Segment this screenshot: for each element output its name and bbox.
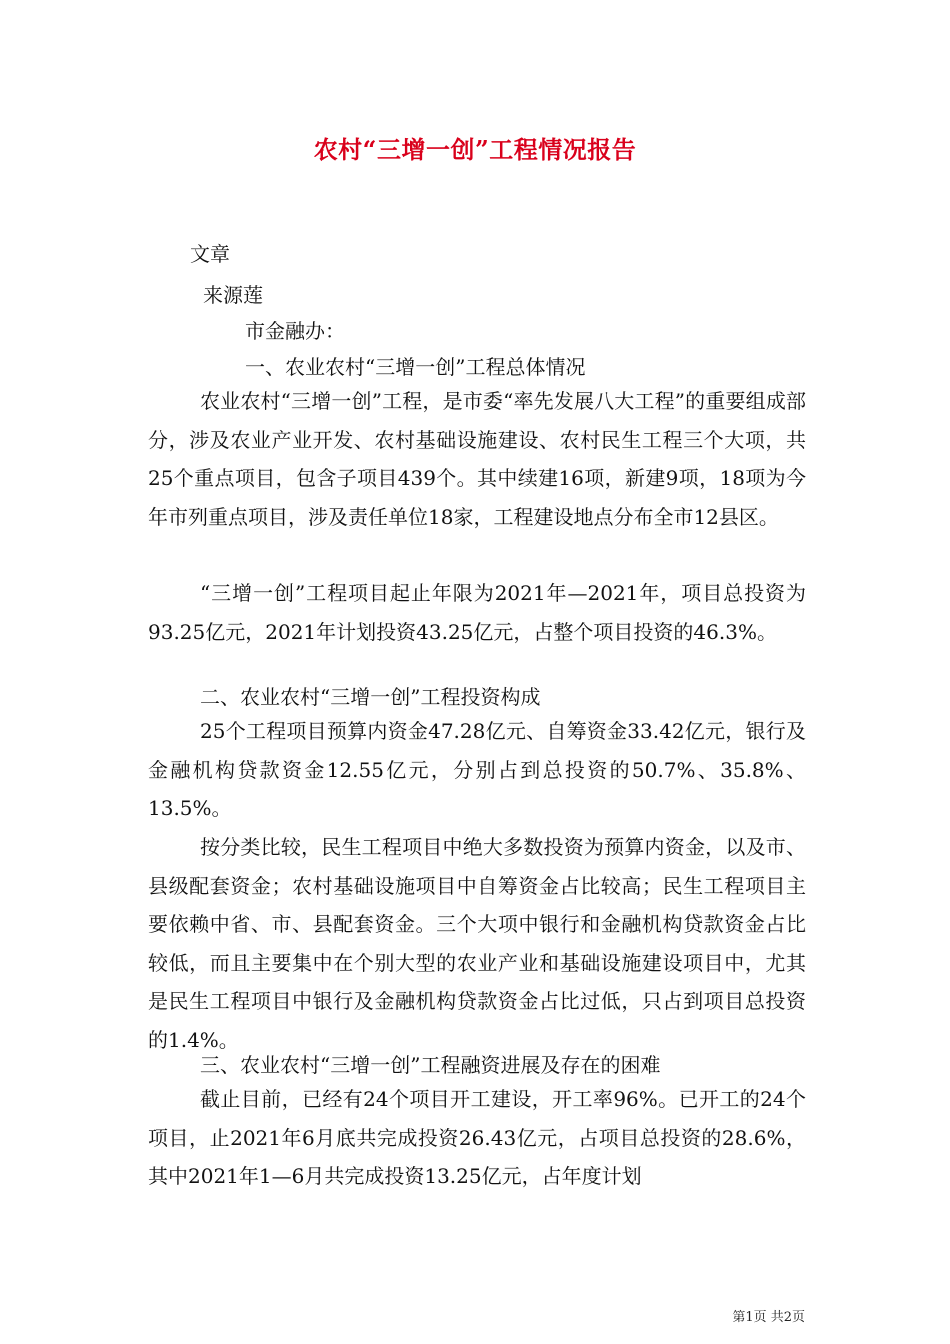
page-number-footer: 第1页 共2页 bbox=[732, 1310, 805, 1325]
section-heading-1: 一、农业农村“三增一创”工程总体情况 bbox=[245, 355, 586, 379]
meta-line-1: 文章 bbox=[190, 242, 230, 266]
document-title: 农村“三增一创”工程情况报告 bbox=[313, 135, 637, 164]
paragraph: 按分类比较，民生工程项目中绝大多数投资为预算内资金，以及市、县级配套资金；农村基础设施项目中自筹资金占比较高；民生工程项目主要依赖中省、市、县配套资金。三个大项中银行和金融机构贷款资金占比较低，而且主要集中在个别大型的农业产业和基础设施建设项目中，尤其是民生工程项目中银行及金融机构贷款资金占比过低，只占到项目总投资的1.4%。 bbox=[148, 835, 806, 1052]
paragraph: 截止目前，已经有24个项目开工建设，开工率96%。已开工的24个项目，止2021年6月底共完成投资26.43亿元，占项目总投资的28.6%，其中2021年1—6月共完成投资13.25亿元，占年度计划 bbox=[148, 1087, 806, 1188]
meta-line-3: 市金融办： bbox=[245, 319, 345, 343]
meta-line-2: 来源莲 bbox=[203, 283, 263, 307]
section-heading-3: 三、农业农村“三增一创”工程融资进展及存在的困难 bbox=[200, 1053, 661, 1077]
paragraph: “三增一创”工程项目起止年限为2021年—2021年，项目总投资为93.25亿元，2021年计划投资43.25亿元，占整个项目投资的46.3%。 bbox=[148, 581, 806, 644]
paragraph: 农业农村“三增一创”工程，是市委“率先发展八大工程”的重要组成部分，涉及农业产业开发、农村基础设施建设、农村民生工程三个大项，共25个重点项目，包含子项目439个。其中续建16项，新建9项，18项为今年市列重点项目，涉及责任单位18家，工程建设地点分布全市12县区。 bbox=[148, 389, 806, 529]
paragraph: 25个工程项目预算内资金47.28亿元、自筹资金33.42亿元，银行及金融机构贷款资金12.55亿元，分别占到总投资的50.7%、35.8%、13.5%。 bbox=[148, 719, 806, 820]
section-heading-2: 二、农业农村“三增一创”工程投资构成 bbox=[200, 685, 541, 709]
